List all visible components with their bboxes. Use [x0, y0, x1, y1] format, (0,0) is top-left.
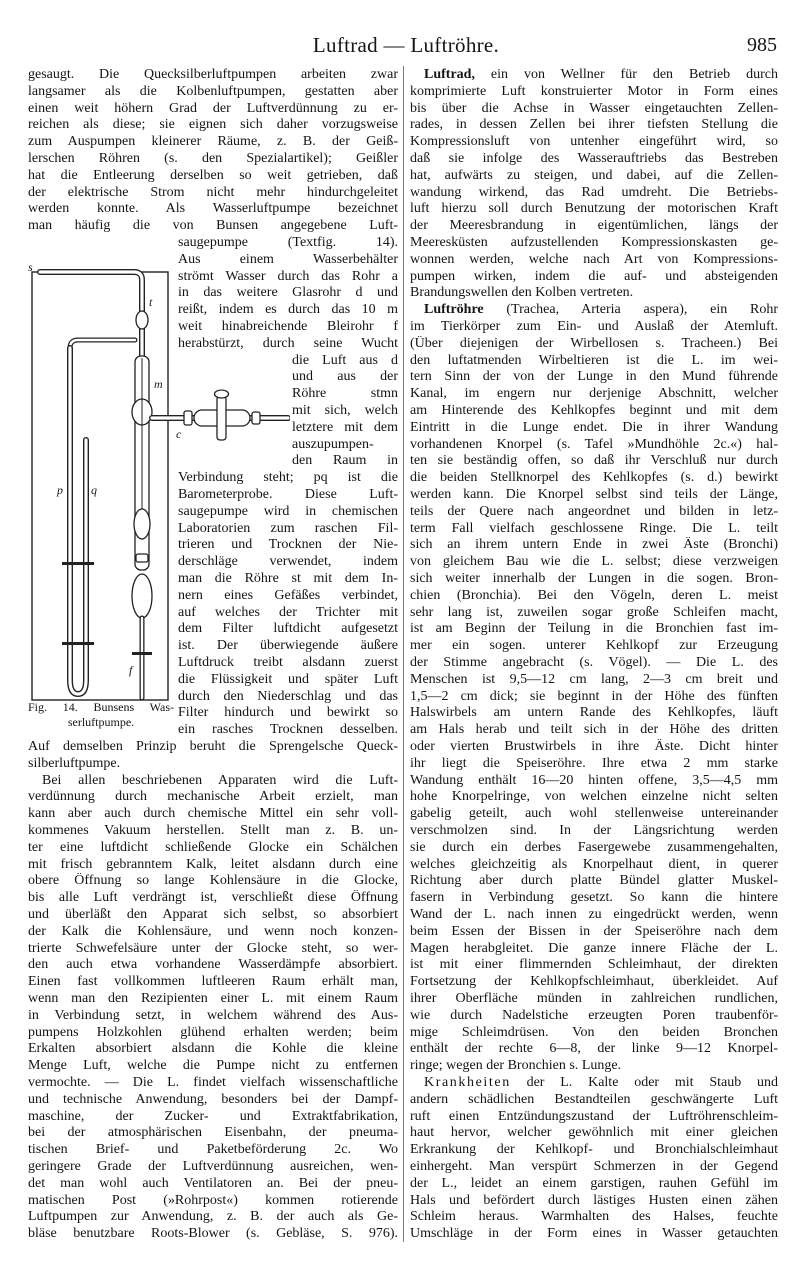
text-line: tern Sinn der von der Lunge in den Mund führende	[410, 369, 778, 385]
text-line: Wand der L. nach innen zu eingedrückt werden, wenn	[410, 907, 778, 922]
text-line: mer ein sogen. unterer Kehlkopf zur Erzeugung	[410, 638, 778, 654]
text-line: der Stimme angebracht (s. Vögel). — Die L. des	[410, 655, 778, 670]
text-line: kann aber auch durch chemische Mittel ein sehr voll-	[28, 806, 398, 822]
text-line: beim Essen der Bissen in der Speiseröhre nach dem	[410, 923, 778, 939]
text-line: Hals und befördert durch lästiges Husten einen zähen	[410, 1192, 778, 1208]
text-line: dem Filter luftdicht aufgesetzt	[178, 621, 398, 637]
text-line: chien (Bronchia). Bei den Vögeln, deren L. meist	[410, 587, 778, 603]
text-line: den auch etwa vorhandene Wasserdämpfe absorbiert.	[28, 957, 398, 973]
text-line: ten sie beständig offen, so daß ihr Verschluß nur durch	[410, 453, 778, 469]
text-line: luft hierzu soll durch Benutzung der motorischen Kraft	[410, 201, 778, 217]
text-line: werden konnte. Als Wasserluftpumpe bezeichnet	[28, 201, 398, 217]
text-line: Schleim heraus. Warmhalten des Halses, feuchte	[410, 1209, 778, 1225]
text-line: Luftdruck treibt alsdann zuerst	[178, 655, 398, 670]
text-line: werden kann. Die Knorpel selbst sind teils der Länge,	[410, 487, 778, 502]
entry-first-line	[424, 67, 778, 84]
upper-bulb	[136, 311, 148, 329]
text-line: die Flüssigkeit und später Luft	[178, 671, 398, 687]
text-line: silberluftpumpe.	[28, 755, 121, 771]
text-line: sie durch ein derbes Fasergewebe zusammengehalten,	[410, 839, 778, 855]
text-line: wandung wirkend, das Rad umdreht. Die Betriebs-	[410, 184, 778, 200]
text-line: det man wohl auch Ventilatoren an. Bei der pneu-	[28, 1175, 398, 1191]
text-line: der Meeresbrandung in eigentümlichen, längs der	[410, 218, 778, 234]
lower-bulb	[132, 574, 152, 618]
text-line-content: der L. Kalte oder mit Staub und	[526, 1075, 778, 1090]
text-line: Umschläge in der Form eines in Wasser getauchten	[410, 1226, 778, 1242]
text-line: ringe; wegen der Bronchien s. Lunge.	[410, 1058, 622, 1074]
text-line: Luftpumpen zur Anwendung, z. B. der auch als Ge-	[28, 1209, 398, 1225]
text-line: Bei allen beschriebenen Apparaten wird die Luft-	[42, 772, 398, 788]
text-line: saugepumpe wird in chemischen	[178, 503, 398, 519]
text-line: enthält der rechte 6—8, der linke 9—12 Knorpel-	[410, 1041, 778, 1057]
text-line: bei der atmosphärischen Eisenbahn, der pneuma-	[28, 1125, 398, 1141]
text-line: und überläßt den Apparat sich selbst, so absorbiert	[28, 907, 398, 922]
text-line: ist am Beginn der Teilung in die Bronchien fast im-	[410, 621, 778, 637]
text-line: mit frisch gebranntem Kalk, leitet alsdann durch eine	[28, 856, 398, 872]
text-line: verdünnung durch mechanische Arbeit erzielt, man	[28, 789, 398, 805]
entry-heading: Luftrad,	[424, 67, 475, 82]
text-line: herabstürzt, durch seine Wucht	[178, 335, 398, 351]
text-line: der elektrische Strom nicht mehr hindurchgeleitet	[28, 184, 398, 200]
text-line: Barometerprobe. Diese Luft-	[178, 487, 398, 502]
figure-label-t: t	[149, 295, 153, 309]
text-line: Erkalten absorbiert alsdann die Kohle die kleine	[28, 1041, 398, 1057]
text-line: ein rasches Trocknen desselben.	[178, 722, 398, 738]
entry-heading: Krankheiten	[424, 1075, 511, 1090]
text-line: Meeresküsten aufzustellenden Kompressionskasten ge-	[410, 235, 778, 250]
entry-heading: Luftröhre	[424, 302, 484, 318]
text-line: vorhandenen Knorpel (s. Tafel »Mundhöhle 2c.«) hal-	[410, 436, 778, 452]
text-line: reißt, indem es durch das 10 m	[178, 302, 398, 318]
text-line: bis alle Luft verdrängt ist, verschließt diese Öffnung	[28, 890, 398, 906]
text-line: lerschen Röhren (s. den Spezialartikel); Geißler	[28, 151, 398, 166]
figure-label-q: q	[91, 483, 97, 497]
text-line: strömt Wasser durch das Rohr a	[178, 268, 398, 284]
text-line: von gleichem Bau wie die L. selbst; diese verzweigen	[410, 554, 778, 570]
text-line: Kanal, im engern nur derjenige Abschnitt, welcher	[410, 386, 778, 402]
text-line: man häufig die von Bunsen angegebene Luft-	[28, 218, 398, 234]
text-line: tischen Brief- und Paketbeförderung 2c. Wo	[28, 1142, 398, 1158]
text-line: Menge Luft, welche die Pumpe nicht zu entfernen	[28, 1058, 398, 1074]
text-line: am Hals herab und teilt sich in der Höhe des dritten	[410, 722, 778, 738]
text-line: auszupumpen-	[292, 436, 374, 452]
text-line: Eintritt in die Lunge endet. Die in ihrer Wandung	[410, 419, 778, 435]
text-line: einen weit höhern Grad der Luftverdünnung zu er-	[28, 100, 398, 116]
text-line: ist. Der überwiegende äußere	[178, 638, 398, 654]
text-line: rades, in dessen Zellen bei ihrer tiefsten Stellung die	[410, 117, 778, 133]
running-title: Luftrad — Luftröhre.	[312, 33, 500, 57]
text-line: trierte Schwefelsäure unter der Glocke steht, so wer-	[28, 940, 398, 956]
text-line: bläse benutzbare Roots-Blower (s. Gebläse, S. 976).	[28, 1226, 398, 1242]
text-line: Halswirbels am untern Rande des Kehlkopfes, läuft	[410, 705, 778, 721]
text-line: 1,5—2 cm dick; sie beginnt in der Höhe des fünften	[410, 688, 778, 704]
text-line: die beiden Stellknorpel des Kehlkopfes (s. d.) bewirkt	[410, 470, 778, 486]
text-line: matischen Post (»Rohrpost«) kommen rotierende	[28, 1192, 398, 1208]
text-line: verschmolzen sind. In der Längsrichtung werden	[410, 823, 778, 838]
text-line: ist mit einer flimmernden Schleimhaut, der direkten	[410, 957, 778, 973]
text-line: Filter hindurch und bewirkt so	[178, 705, 398, 721]
stopcock-collar	[184, 411, 192, 425]
text-line: in das weitere Glasrohr d und	[178, 285, 398, 301]
text-line: durch den Niederschlag und das	[178, 688, 398, 704]
lower-bulb	[134, 509, 150, 539]
text-line: Kompressionsluft von untenher eingeführt wird, so	[410, 134, 778, 150]
text-line: am Hinterende des Kehlkopfes beginnt und mit dem	[410, 403, 778, 418]
stopcock	[184, 390, 260, 440]
text-line: Röhre stmn	[292, 386, 398, 402]
text-line: kommenes Vakuum herstellen. Stellt man z. B. un-	[28, 823, 398, 838]
text-line: mit sich, welch	[292, 403, 398, 418]
text-line: ruft einen Entzündungszustand der Luftröhrenschleim-	[410, 1108, 778, 1124]
tube-clamp	[132, 652, 152, 655]
barometer-connector	[70, 340, 135, 348]
text-line: ihr liegt die Speiseröhre. Ihre etwa 2 mm starke	[410, 755, 778, 771]
text-line: teils der Quere nach angeordnet und bilden in letz-	[410, 503, 778, 519]
text-line: im Tierkörper zum Ein- und Auslaß der Atemluft.	[410, 319, 778, 334]
text-line: nern eines Gefäßes verbindet,	[178, 587, 398, 603]
text-line: welches gleichzeitig als Knorpelhaut dient, in querer	[410, 856, 778, 872]
text-line: hohe Knorpelringe, von welchen einzelne nicht selten	[410, 789, 778, 805]
tube-clamp	[62, 562, 94, 565]
text-line: Aus einem Wasserbehälter	[178, 251, 398, 267]
text-line: daß sie infolge des Wasserauftriebs das Bestreben	[410, 151, 778, 166]
text-line: vermochte. — Die L. findet vielfach wissenschaftliche	[28, 1075, 398, 1090]
figure-label-f: f	[129, 663, 133, 677]
text-line: (Über diejenigen der Wirbellosen s. Tracheen.) Bei	[410, 335, 778, 351]
text-line: reichen als diese; sie eignen sich daher vorzugsweise	[28, 117, 398, 133]
text-line: term Fall vielfach geschlossene Ringe. Die L. teilt	[410, 520, 778, 536]
figure-label-p: p	[57, 483, 63, 497]
text-line: den Raum in	[292, 453, 398, 469]
text-line: wenn man den Rezipienten einer L. mit einem Raum	[28, 991, 398, 1006]
text-line: derschläge verwendet, indem	[178, 554, 398, 570]
figure-label-m: m	[154, 377, 163, 391]
text-line: die Luft aus d	[292, 352, 398, 368]
text-line: komprimierte Luft konstruierter Motor in Form eines	[410, 83, 778, 99]
text-line: auf welches der Trichter mit	[178, 604, 398, 620]
tube-clamp	[62, 642, 94, 645]
text-line: sich weiter innerhalb der Lungen in die sogen. Bron-	[410, 571, 778, 586]
text-line: trieren und Trocknen der Nie-	[178, 537, 398, 553]
text-line: haut hervor, welcher gewöhnlich mit einer gleichen	[410, 1125, 778, 1141]
page-number: 985	[747, 34, 777, 56]
top-tube	[40, 272, 142, 358]
text-line: hat die Entleerung derselben so weit getrieben, daß	[28, 167, 398, 183]
text-line: letztere mit dem	[292, 419, 398, 435]
text-line: gabelig geteilt, auch wohl stellenweise untereinander	[410, 806, 778, 822]
figure-caption: serluftpumpe.	[67, 715, 135, 729]
text-line: ihrer Oberfläche münden in zahlreichen rundlichen,	[410, 991, 778, 1006]
column-divider	[403, 66, 404, 1242]
text-line: Menschen ist 9,5—12 cm lang, 2—3 cm breit und	[410, 671, 778, 687]
text-line: bis über die Achse in Wasser eingetauchten Zellen-	[410, 100, 778, 116]
text-line: mige Schleimdrüsen. Von den beiden Bronchen	[410, 1024, 778, 1040]
entry-first-line	[424, 1075, 778, 1092]
text-line: Brandungswellen den Kolben vertreten.	[410, 285, 634, 301]
text-line: in Verbindung setzt, in welchem während des Aus-	[28, 1007, 398, 1023]
text-line: pumpen wirken, indem die auf- und absteigenden	[410, 268, 778, 284]
text-line: andern schädlichen Bestandteilen geschwängerte Luft	[410, 1091, 778, 1107]
text-line: der L., leidet an einem garstigen, rauhen Gefühl im	[410, 1175, 778, 1191]
text-line: sehr lang ist, zuweilen sogar große Schleifen macht,	[410, 604, 778, 620]
text-line: und aus der	[292, 369, 398, 385]
text-line: pumpens Holzkohlen glühend erhalten werden; beim	[28, 1024, 398, 1040]
text-line: weit hinabreichende Bleirohr f	[178, 319, 398, 334]
text-line: und technische Anwendung, besonders bei der Dampf-	[28, 1091, 398, 1107]
text-line: wonnen werden, welche nach Art von Kompressions-	[410, 251, 778, 267]
entry-first-line	[424, 302, 778, 319]
text-line: gesaugt. Die Quecksilberluftpumpen arbeiten zwar	[28, 67, 398, 82]
text-line: Laboratorien zum raschen Fil-	[178, 520, 398, 536]
text-line: Wandung enthält 16—20 hinten offene, 3,5—4,5 mm	[410, 772, 778, 788]
text-line: einhergeht. Man verspürt Schmerzen in der Gegend	[410, 1159, 778, 1174]
text-line: oder vierten Brustwirbels in ihre Äste. Dicht hinter	[410, 739, 778, 754]
text-line: Einen fast vollkommen luftleeren Raum erhält man,	[28, 974, 398, 990]
text-line: ter eine luftdicht schließende Glocke ein Schälchen	[28, 839, 398, 855]
text-line-content: ein von Wellner für den Betrieb durch	[490, 67, 778, 82]
text-line: wie durch Nadelstiche erzeugten Poren traubenför-	[410, 1007, 778, 1023]
figure-label-c: c	[176, 427, 182, 441]
text-line-content: (Trachea, Arteria aspera), ein Rohr	[506, 302, 778, 318]
text-line: man die Röhre st mit dem In-	[178, 571, 398, 586]
text-line: Magen herabgleitet. Die ganze innere Fläche der L.	[410, 940, 778, 956]
stopcock-grip	[215, 390, 229, 398]
text-line: Richtung aber durch platte Bündel glatter Muskel-	[410, 873, 778, 889]
text-line: fasern in Verbindung gesetzt. So kann die hintere	[410, 890, 778, 906]
text-line: den luftatmenden Wirbeltieren ist die L. im wei-	[410, 352, 778, 368]
stopcock-key	[217, 396, 226, 440]
text-line: geringere Grade der Luftverdünnung ausreichen, wen-	[28, 1159, 398, 1174]
text-line: Auf demselben Prinzip beruht die Sprengelsche Queck-	[28, 739, 398, 754]
text-line: zum Auspumpen kleinerer Räume, z. B. der Geiß-	[28, 134, 398, 150]
tube-collar	[136, 554, 148, 562]
text-line: obere Öffnung so lange Kohlensäure in die Glocke,	[28, 873, 398, 889]
text-line: hat, aufwärts zu steigen, und dabei, auf die Zellen-	[410, 167, 778, 183]
text-line: langsamer als die Kolbenluftpumpen, gestatten aber	[28, 83, 398, 99]
text-line: sich an ihrem untern Ende in zwei Äste (Bronchi)	[410, 537, 778, 553]
figure-caption: Fig. 14. Bunsens Was-	[28, 700, 174, 714]
stopcock-collar	[252, 412, 260, 424]
text-line: Verbindung steht; pq ist die	[178, 470, 398, 486]
text-line: Fortsetzung der Kehlkopfschleimhaut, überkleidet. Auf	[410, 974, 778, 990]
text-line: der Kalk die Kohlensäure, und wenn noch konzen-	[28, 923, 398, 939]
text-line: maschine, der Zucker- und Extraktfabrikation,	[28, 1108, 398, 1124]
figure-label-s: s	[28, 262, 33, 274]
text-line: Erkrankung der Kehlkopf- und Bronchialschleimhaut	[410, 1142, 778, 1158]
text-line: saugepumpe (Textfig. 14).	[178, 235, 398, 250]
